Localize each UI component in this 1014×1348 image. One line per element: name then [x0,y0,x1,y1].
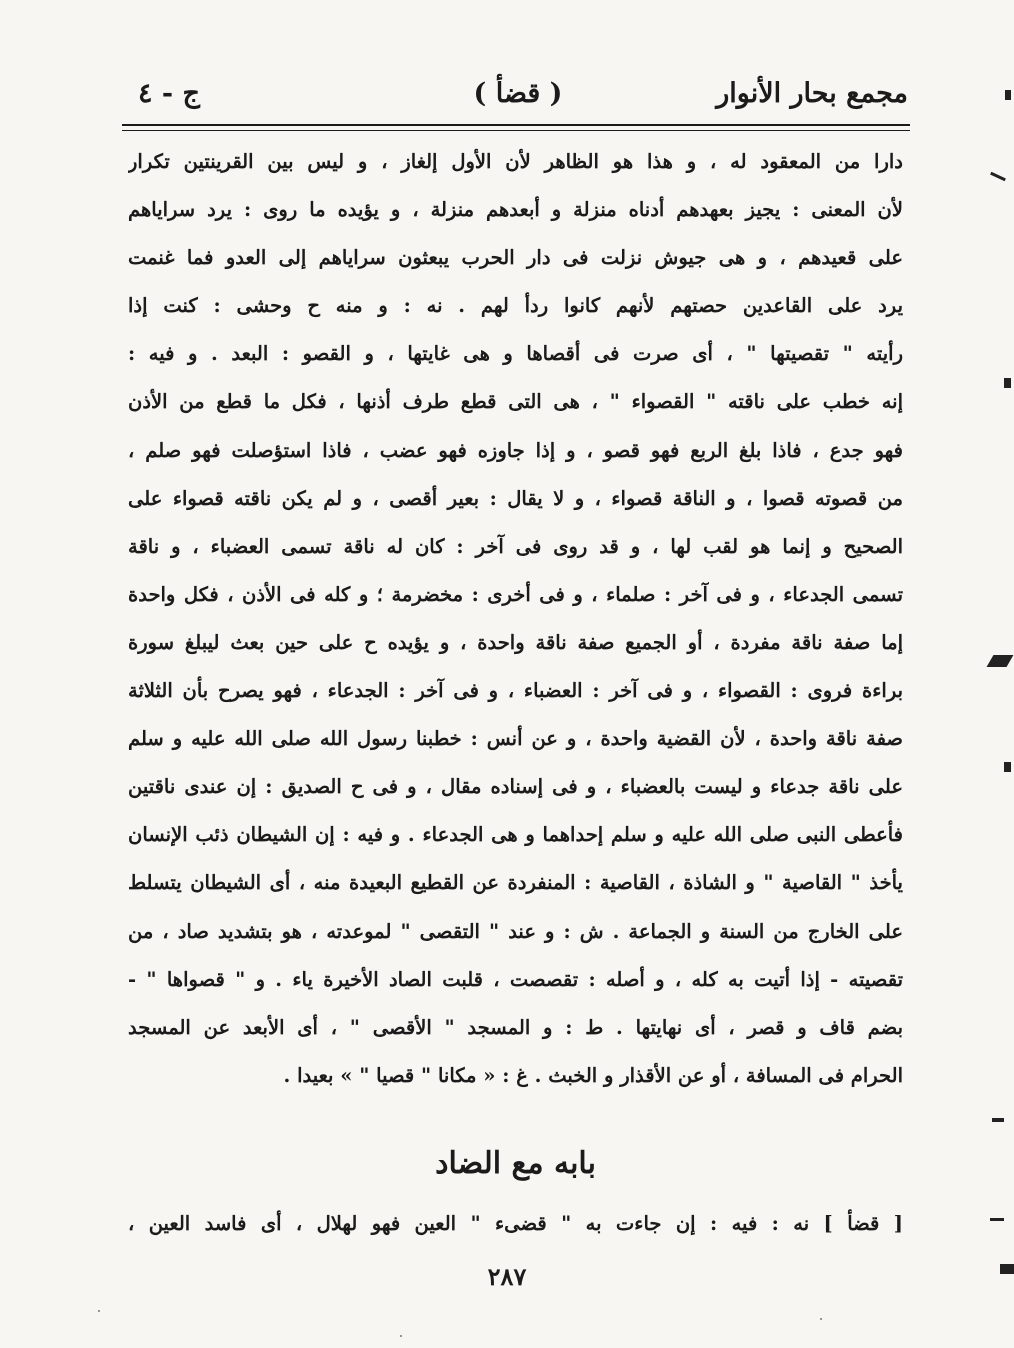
body-line: من قصوته قصوا ، و الناقة قصواء ، و لا يقال : بعير أقصى ، و لم يكن ناقته قصواء على [128,486,903,510]
body-line: الحرام فى المسافة ، أو عن الأقذار و الخبث . غ : « مكانا " قصيا " » بعيدا . [283,1063,903,1087]
body-text [128,138,903,1100]
scan-dot [820,1318,822,1320]
body-line: على ناقة جدعاء و ليست بالعضباء ، و فى إسناده مقال ، و فى ح الصديق : إن عندى ناقتين [128,775,903,799]
body-line: صفة ناقة واحدة ، لأن القضية واحدة ، و عن أنس : خطبنا رسول الله صلى الله عليه و سلم [128,727,903,751]
body-line: إنه خطب على ناقته " القصواء " ، هى التى قطع طرف أذنها ، فكل ما قطع من الأذن [128,390,903,414]
page-number: ٢٨٧ [487,1262,527,1291]
scan-mark [1004,762,1011,772]
scan-mark [990,172,1006,181]
body-line: لأن المعنى : يجيز بعهدهم أدناه منزلة و أبعدهم منزلة ، و يؤيده ما روى : يرد سراياهم [128,198,903,222]
body-line: يأخذ " القاصية " و الشاذة ، القاصية : المنفردة عن القطيع البعيدة منه ، أى الشيطان يتسلط [128,871,903,895]
header-rule-thick [122,124,910,126]
body-line: الصحيح و إنما هو لقب لها ، و قد روى فى آخر : كان له ناقة تسمى العضباء ، و ناقة [128,534,903,558]
scan-mark [1000,1264,1014,1274]
body-line: فهو جدع ، فاذا بلغ الربع فهو قصو ، و إذا جاوزه فهو عضب ، فاذا استؤصلت فهو صلم ، [128,438,903,462]
header-rule-thin [122,130,910,131]
scan-mark [990,1218,1004,1221]
body-line: إما صفة ناقة مفردة ، أو الجميع صفة ناقة واحدة ، و يؤيده ح على حين بعث ليبلغ سورة [128,630,903,654]
body-line: دارا من المعقود له ، و هذا هو الظاهر لأن الأول إلغاز ، و ليس بين القرينتين تكرار [128,150,903,173]
scan-mark [992,1118,1004,1122]
scan-mark [1005,90,1011,100]
body-line: على قعيدهم ، و هى جيوش نزلت فى دار الحرب يبعثون سراياهم إلى العدو فما غنمت [128,246,903,270]
scan-mark [987,655,1014,667]
volume-label: ج - ٤ [138,78,200,109]
body-line: يرد على القاعدين حصتهم لأنهم كانوا ردأ لهم . نه : و منه ح وحشى : كنت إذا [128,294,903,318]
body-line: تسمى الجدعاء ، و فى آخر : صلماء ، و فى أخرى : مخضرمة ؛ و كله فى الأذن ، فكل واحدة [128,582,903,606]
body-line: بضم قاف و قصر ، أى نهايتها . ط : و المسجد " الأقصى " ، أى الأبعد عن المسجد [128,1015,903,1039]
scan-dot [400,1335,402,1337]
entry-line: [ قضأ ] نه : فيه : إن جاءت به " قضىء " العين فهو لهلال ، أى فاسد العين ، [128,1212,903,1235]
body-line: براءة فروى : القصواء ، و فى آخر : العضباء ، و فى آخر : الجدعاء ، فهو يصرح بأن الثلاثة [128,679,903,703]
running-header [128,78,908,118]
body-line: رأيته " تقصيتها " ، أى صرت فى أقصاها و هى غايتها ، و القصو : البعد . و فيه : [128,342,903,366]
scan-dot [98,1310,100,1312]
entry-keyword: ( قضأ ) [473,78,563,109]
body-line: فأعطى النبى صلى الله عليه و سلم إحداهما و هى الجدعاء . و فيه : إن الشيطان ذئب الإنسان [128,823,903,847]
scan-mark [1004,378,1011,388]
body-line: تقصيته - إذا أتيت به كله ، و أصله : تقصصت ، قلبت الصاد الأخيرة ياء . و " قصواها " - [128,967,903,991]
body-line: على الخارج من السنة و الجماعة . ش : و عند " التقصى " لموعدته ، هو بتشديد صاد ، من [128,919,903,943]
book-title: مجمع بحار الأنوار [716,78,908,109]
section-title: بابه مع الضاد [435,1146,596,1181]
